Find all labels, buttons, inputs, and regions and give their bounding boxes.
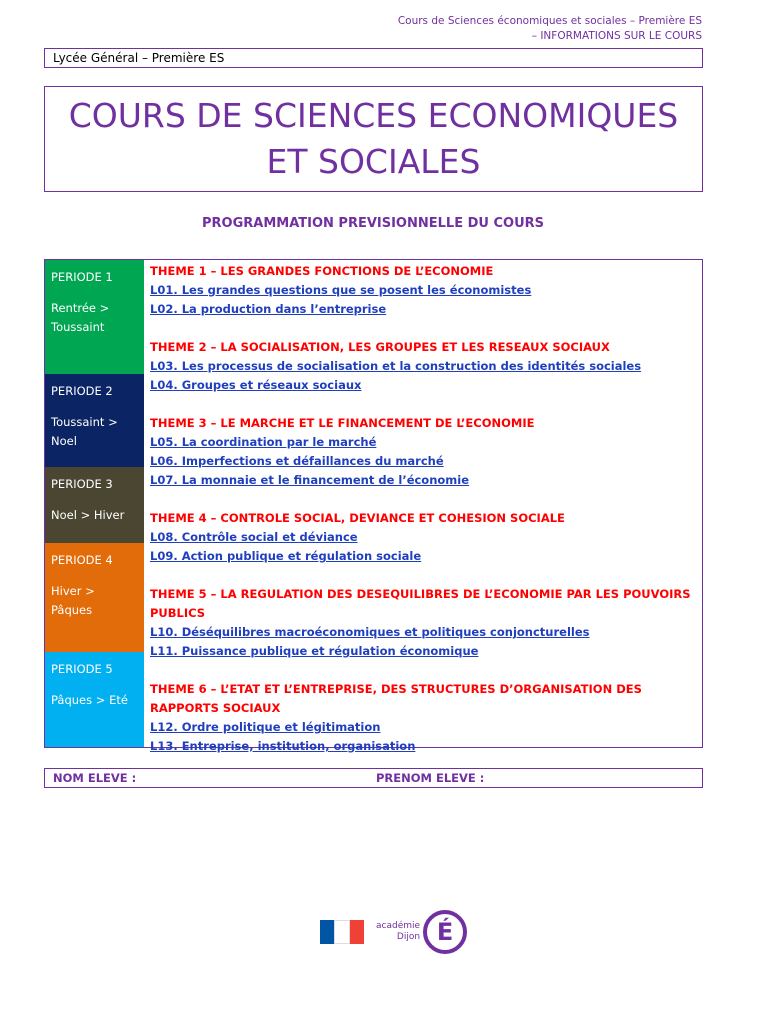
period-4-name: PERIODE 4 xyxy=(51,552,113,567)
period-1-cell xyxy=(45,260,144,374)
lesson-l06-link[interactable]: L06. Imperfections et défaillances du marché xyxy=(150,454,444,468)
lesson-l02-link[interactable]: L02. La production dans l’entreprise xyxy=(150,302,387,316)
page-header xyxy=(398,14,702,44)
period-2-name: PERIODE 2 xyxy=(51,383,113,398)
period-2-range: Toussaint > Noel xyxy=(51,414,118,448)
lesson-l11-link[interactable]: L11. Puissance publique et régulation économique xyxy=(150,644,479,658)
themes-column xyxy=(144,260,702,753)
programming-subtitle: PROGRAMMATION PREVISIONNELLE DU COURS xyxy=(202,216,544,231)
lycee-label-box: Lycée Général – Première ES xyxy=(44,48,703,68)
lesson-l10-link[interactable]: L10. Déséquilibres macroéconomiques et politiques conjoncturelles xyxy=(150,625,590,639)
theme-6-title: THEME 6 – L’ETAT ET L’ENTREPRISE, DES STRUCTURES D’ORGANISATION DES RAPPORTS SOCIAUX xyxy=(150,682,642,715)
period-1-range: Rentrée > Toussaint xyxy=(51,301,110,334)
lesson-l04-link[interactable]: L04. Groupes et réseaux sociaux xyxy=(150,378,362,392)
academie-word: académie xyxy=(376,921,421,931)
theme-3-title: THEME 3 – LE MARCHE ET LE FINANCEMENT DE L’ECONOMIE xyxy=(150,416,535,430)
periods-column xyxy=(45,260,144,747)
academie-e-mark: É xyxy=(423,910,467,954)
theme-4-title: THEME 4 – CONTROLE SOCIAL, DEVIANCE ET COHESION SOCIALE xyxy=(150,511,565,525)
nom-eleve-label: NOM ELEVE : xyxy=(53,771,137,785)
lesson-l08-link[interactable]: L08. Contrôle social et déviance xyxy=(150,530,358,544)
lesson-l01-link[interactable]: L01. Les grandes questions que se posent les économistes xyxy=(150,283,532,297)
course-title-line-1: COURS DE SCIENCES ECONOMIQUES xyxy=(68,96,679,135)
theme-1-title: THEME 1 – LES GRANDES FONCTIONS DE L’ECONOMIE xyxy=(150,264,494,278)
lesson-l12-link[interactable]: L12. Ordre politique et légitimation xyxy=(150,720,381,734)
dijon-word: Dijon xyxy=(396,932,421,942)
period-1-name: PERIODE 1 xyxy=(51,270,113,284)
programme-table xyxy=(44,259,703,753)
republique-francaise-logo xyxy=(320,920,364,944)
logos-footer xyxy=(320,910,467,954)
header-info-line: – INFORMATIONS SUR LE COURS xyxy=(531,30,702,42)
lesson-l05-link[interactable]: L05. La coordination par le marché xyxy=(150,435,377,449)
header-course-line: Cours de Sciences économiques et sociales – Première ES xyxy=(397,15,702,27)
academie-dijon-logo xyxy=(376,910,467,954)
period-3-range: Noel > Hiver xyxy=(51,508,125,523)
course-title-line-2: ET SOCIALES xyxy=(266,142,481,181)
period-4-cell xyxy=(45,543,144,653)
period-4-range: Hiver > Pâques xyxy=(51,583,95,617)
theme-2-title: THEME 2 – LA SOCIALISATION, LES GROUPES ET LES RESEAUX SOCIAUX xyxy=(150,340,610,354)
lesson-l09-link[interactable]: L09. Action publique et régulation sociale xyxy=(150,549,422,563)
student-name-box xyxy=(44,768,703,788)
prenom-eleve-label: PRENOM ELEVE : xyxy=(376,771,485,785)
lesson-l07-link[interactable]: L07. La monnaie et le financement de l’économie xyxy=(150,473,470,487)
period-5-range: Pâques > Eté xyxy=(51,693,128,708)
period-3-cell xyxy=(45,467,144,543)
lesson-l03-link[interactable]: L03. Les processus de socialisation et la construction des identités sociales xyxy=(150,359,642,373)
period-5-cell xyxy=(45,652,144,747)
period-2-cell xyxy=(45,374,144,468)
period-3-name: PERIODE 3 xyxy=(51,477,113,492)
course-title-box xyxy=(44,86,703,192)
theme-5-title: THEME 5 – LA REGULATION DES DESEQUILIBRES DE L’ECONOMIE PAR LES POUVOIRS PUBLICS xyxy=(150,587,691,620)
lesson-l13-link[interactable]: L13. Entreprise, institution, organisation xyxy=(150,739,416,753)
period-5-name: PERIODE 5 xyxy=(51,662,113,677)
